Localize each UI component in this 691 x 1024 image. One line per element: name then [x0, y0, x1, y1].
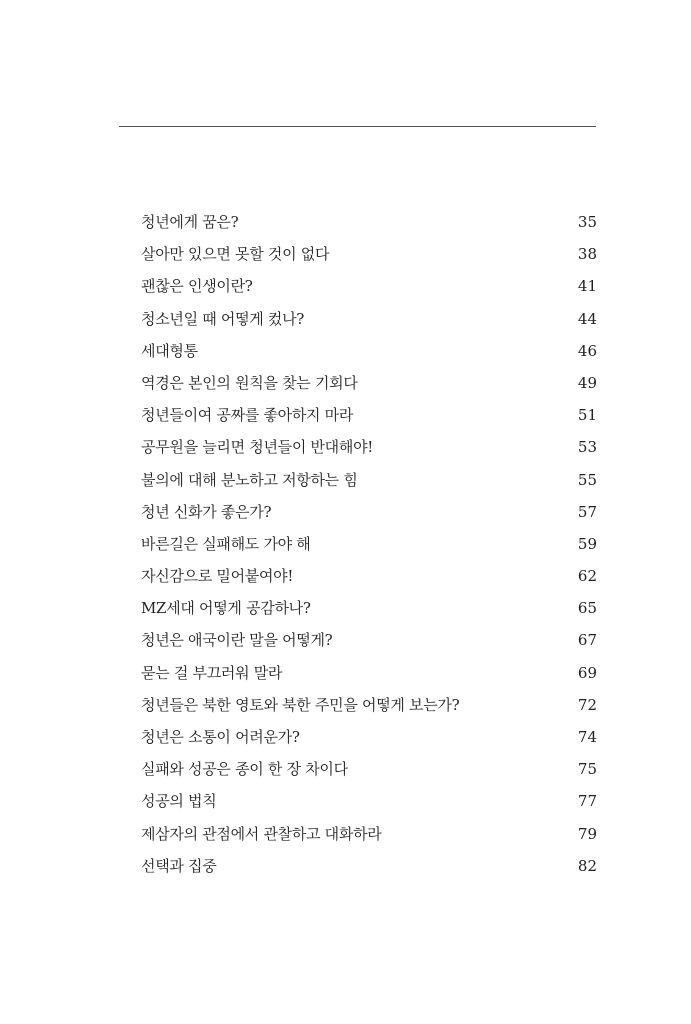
toc-entry-title: 청년들이여 공짜를 좋아하지 마라 [141, 406, 354, 425]
toc-entry-page-number: 55 [577, 470, 597, 489]
toc-entry-title: 실패와 성공은 종이 한 장 차이다 [141, 760, 348, 779]
toc-entry-page-number: 35 [577, 213, 597, 231]
toc-entry-title: 공무원을 늘리면 청년들이 반대해야! [141, 438, 373, 457]
top-rule [119, 126, 596, 127]
toc-entry-title: 청소년일 때 어떻게 컸나? [141, 309, 305, 328]
toc-entry-page-number: 74 [577, 728, 597, 746]
toc-entry[interactable] [141, 270, 597, 302]
toc-entry[interactable] [141, 496, 597, 528]
toc-entry[interactable] [141, 238, 597, 270]
toc-entry[interactable] [141, 431, 597, 463]
toc-entry-title: 역경은 본인의 원칙을 찾는 기회다 [141, 373, 358, 392]
toc-entry-title: 바른길은 실패해도 가야 해 [141, 534, 311, 553]
toc-entry[interactable] [141, 785, 597, 817]
toc-entry[interactable] [141, 689, 597, 721]
toc-entry-title: 선택과 집중 [141, 856, 217, 875]
toc-entry-title: 괜찮은 인생이란? [141, 277, 253, 296]
toc-entry-title: 성공의 법칙 [141, 792, 217, 811]
toc-entry[interactable] [141, 753, 597, 785]
toc-entry-title: 청년들은 북한 영토와 북한 주민을 어떻게 보는가? [141, 695, 460, 714]
toc-entry[interactable] [141, 335, 597, 367]
toc-entry-title: 불의에 대해 분노하고 저항하는 힘 [141, 470, 358, 489]
toc-entry-title: 자신감으로 밀어붙여야! [141, 567, 294, 586]
toc-entry-title: 살아만 있으면 못할 것이 없다 [141, 245, 330, 264]
toc-entry[interactable] [141, 592, 597, 624]
toc-entry-title: 청년은 소통이 어려운가? [141, 728, 300, 746]
toc-entry-page-number: 77 [577, 792, 597, 811]
toc-entry[interactable] [141, 624, 597, 656]
toc-entry-page-number: 51 [577, 406, 597, 425]
toc-entry-page-number: 75 [577, 760, 597, 779]
toc-entry[interactable] [141, 464, 597, 496]
toc-entry-title: 세대형통 [141, 341, 198, 360]
table-of-contents [141, 206, 597, 882]
toc-entry-title: 청년은 애국이란 말을 어떻게? [141, 631, 333, 650]
toc-entry-title: 청년에게 꿈은? [141, 213, 239, 231]
toc-entry[interactable] [141, 367, 597, 399]
toc-entry-title: 청년 신화가 좋은가? [141, 502, 272, 521]
toc-entry[interactable] [141, 206, 597, 238]
toc-entry-title: MZ세대 어떻게 공감하나? [141, 599, 311, 618]
toc-entry-page-number: 57 [577, 502, 597, 521]
toc-entry-page-number: 46 [577, 341, 597, 360]
toc-entry[interactable] [141, 818, 597, 850]
toc-entry-page-number: 59 [577, 534, 597, 553]
toc-entry-title: 묻는 걸 부끄러워 말라 [141, 663, 283, 682]
toc-entry-page-number: 53 [577, 438, 597, 457]
toc-entry-page-number: 82 [577, 856, 597, 875]
toc-entry-page-number: 62 [577, 567, 597, 586]
toc-entry[interactable] [141, 528, 597, 560]
toc-entry-page-number: 41 [577, 277, 597, 296]
toc-entry-page-number: 49 [577, 373, 597, 392]
toc-entry-page-number: 69 [577, 663, 597, 682]
toc-entry-page-number: 67 [577, 631, 597, 650]
toc-entry[interactable] [141, 399, 597, 431]
toc-entry-page-number: 44 [577, 309, 597, 328]
toc-entry[interactable] [141, 657, 597, 689]
toc-entry-page-number: 72 [577, 695, 597, 714]
toc-entry-page-number: 38 [577, 245, 597, 264]
toc-entry-page-number: 79 [577, 824, 597, 843]
toc-entry[interactable] [141, 560, 597, 592]
toc-entry[interactable] [141, 303, 597, 335]
toc-entry[interactable] [141, 721, 597, 753]
toc-entry[interactable] [141, 850, 597, 882]
toc-entry-title: 제삼자의 관점에서 관찰하고 대화하라 [141, 824, 382, 843]
toc-entry-page-number: 65 [577, 599, 597, 618]
